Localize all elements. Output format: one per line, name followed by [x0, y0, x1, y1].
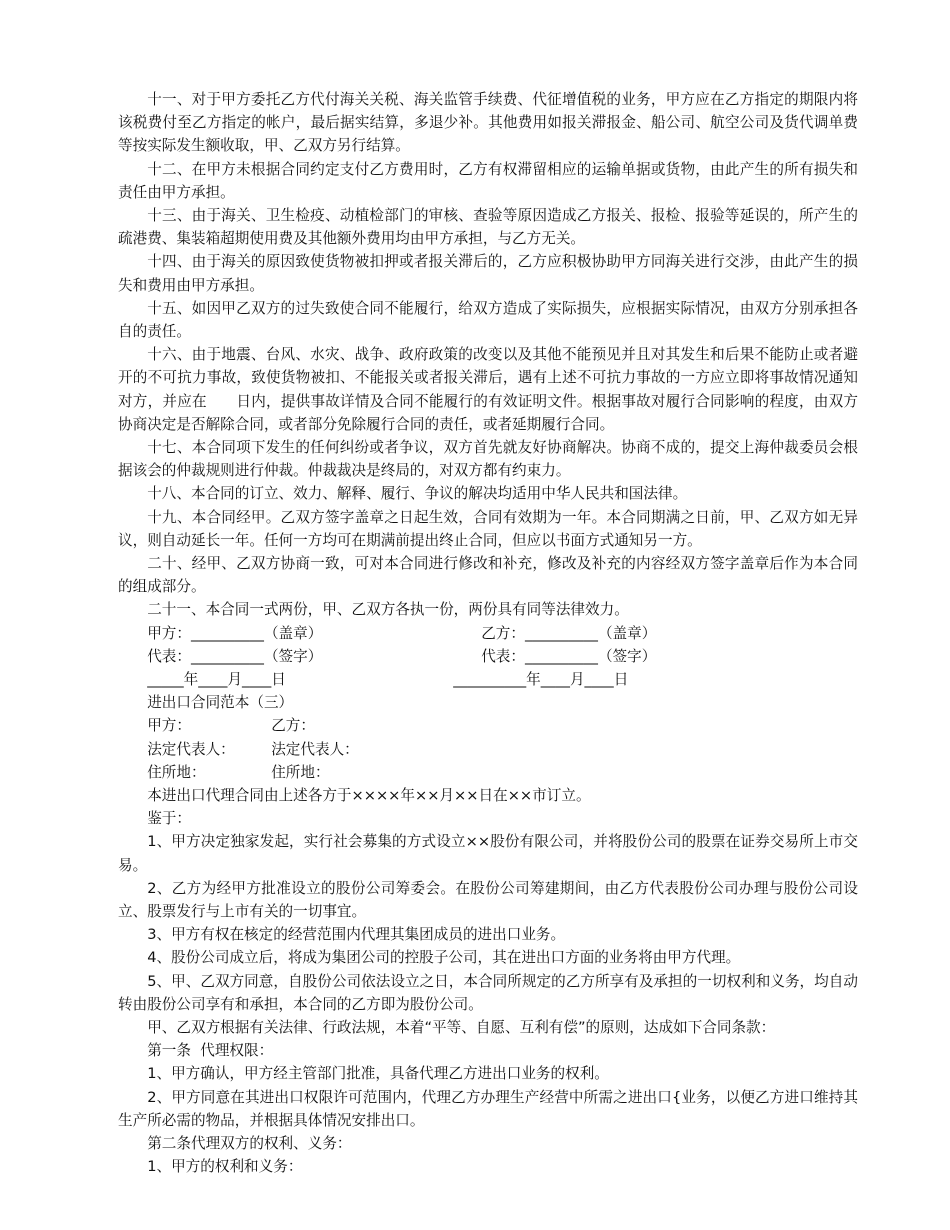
rep-b-sign: 代表：__________（签字）	[481, 647, 657, 665]
article-1-item-1: 1、甲方确认，甲方经主管部门批准，具备代理乙方进出口业务的权利。	[147, 1065, 609, 1083]
address-a-label: 住所地：	[147, 763, 206, 781]
signature-rep-row	[147, 645, 858, 668]
article-2-item-1: 1、甲方的权利和义务：	[147, 1158, 303, 1176]
clause-12: 十二、在甲方未根据合同约定支付乙方费用时，乙方有权滞留相应的运输单据或货物，由此产生的所有损失和责任由甲方承担。	[118, 160, 858, 201]
legal-rep-a-label: 法定代表人：	[147, 740, 235, 758]
legal-rep-row	[147, 738, 858, 761]
recital-2: 2、乙方为经甲方批准设立的股份公司筹委会。在股份公司筹建期间，由乙方代表股份公司办理与股份公司设立、股票发行与上市有关的一切事宜。	[118, 879, 858, 921]
signature-seal-row	[147, 622, 858, 645]
clause-20: 二十、经甲、乙双方协商一致，可对本合同进行修改和补充，修改及补充的内容经双方签字盖章后作为本合同的组成部分。	[118, 555, 858, 596]
contract-intro: 本进出口代理合同由上述各方于××××年××月××日在××市订立。	[147, 787, 591, 804]
rep-a-sign: 代表：__________（签字）	[147, 647, 323, 665]
clause-14: 十四、由于海关的原因致使货物被扣押或者报关滞后的，乙方应积极协助甲方同海关进行交涉，由此产生的损失和费用由甲方承担。	[118, 253, 858, 294]
clause-19: 十九、本合同经甲。乙双方签字盖章之日起生效，合同有效期为一年。本合同期满之日前，甲、乙双方如无异议，则自动延长一年。任何一方均可在期满前提出终止合同，但应以书面方式通知另一方。	[118, 508, 858, 549]
clause-16: 十六、由于地震、台风、水灾、战争、政府政策的改变以及其他不能预见并且对其发生和后果不能防止或者避开的不可抗力事故，致使货物被扣、不能报关或者报关滞后，遇有上述不可抗力事故的一方应立即将事故情况通知对方，并应在 日内，提供事故详情及合同不能履行的有效证明文件。根据事故对履行合同影响的程度，由双方协商决定是否解除合同，或者部分免除履行合同的责任，或者延期履行合同。	[118, 346, 858, 433]
address-row	[147, 761, 858, 784]
article-1-title: 第一条 代理权限：	[147, 1042, 274, 1060]
clause-15: 十五、如因甲乙双方的过失致使合同不能履行，给双方造成了实际损失，应根据实际情况，由双方分别承担各自的责任。	[118, 299, 858, 341]
legal-rep-b-label: 法定代表人：	[271, 740, 359, 758]
party-b-seal: 乙方：__________（盖章）	[481, 624, 657, 642]
date-b: __________年____月____日	[453, 671, 629, 689]
clause-11: 十一、对于甲方委托乙方代付海关关税、海关监管手续费、代征增值税的业务，甲方应在乙方指定的期限内将该税费付至乙方指定的帐户，最后据实结算，多退少补。其他费用如报关滞报金、船公司、航空公司及货代调单费等按实际发生额收取，甲、乙双方另行结算。	[118, 91, 858, 155]
date-a: _____年____月____日	[147, 671, 286, 689]
parties-row	[147, 714, 858, 737]
clause-18: 十八、本合同的订立、效力、解释、履行、争议的解决均适用中华人民共和国法律。	[147, 485, 688, 503]
document-page	[118, 88, 858, 1178]
article-2-title: 第二条代理双方的权利、义务：	[147, 1135, 352, 1153]
clause-21: 二十一、本合同一式两份，甲、乙双方各执一份，两份具有同等法律效力。	[147, 601, 629, 619]
party-a-seal: 甲方：__________（盖章）	[147, 624, 323, 642]
party-b-label: 乙方：	[271, 717, 315, 735]
agreement-statement: 甲、乙双方根据有关法律、行政法规，本着“平等、自愿、互利有偿”的原则，达成如下合同条款：	[147, 1019, 776, 1037]
article-1-item-2: 2、甲方同意在其进出口权限许可范围内，代理乙方办理生产经营中所需之进出口{业务，以便乙方进口维持其生产所必需的物品，并根据具体情况安排出口。	[118, 1088, 858, 1129]
template3-title: 进出口合同范本（三）	[147, 694, 294, 712]
clause-13: 十三、由于海关、卫生检疫、动植检部门的审核、查验等原因造成乙方报关、报检、报验等延误的，所产生的疏港费、集装箱超期使用费及其他额外费用均由甲方承担，与乙方无关。	[118, 207, 858, 248]
recital-4: 4、股份公司成立后，将成为集团公司的控股子公司，其在进出口方面的业务将由甲方代理。	[147, 949, 741, 967]
whereas-heading: 鉴于：	[147, 810, 191, 828]
party-a-label: 甲方：	[147, 717, 191, 735]
recital-3: 3、甲方有权在核定的经营范围内代理其集团成员的进出口业务。	[147, 926, 566, 944]
recital-1: 1、甲方决定独家发起，实行社会募集的方式设立××股份有限公司，并将股份公司的股票在证券交易所上市交易。	[118, 833, 858, 874]
recital-5: 5、甲、乙双方同意，自股份公司依法设立之日，本合同所规定的乙方所享有及承担的一切权利和义务，均自动转由股份公司享有和承担，本合同的乙方即为股份公司。	[118, 972, 858, 1013]
signature-date-row	[147, 668, 858, 691]
clause-17: 十七、本合同项下发生的任何纠纷或者争议，双方首先就友好协商解决。协商不成的，提交上海仲裁委员会根据该会的仲裁规则进行仲裁。仲裁裁决是终局的，对双方都有约束力。	[118, 439, 858, 480]
address-b-label: 住所地：	[271, 763, 330, 781]
